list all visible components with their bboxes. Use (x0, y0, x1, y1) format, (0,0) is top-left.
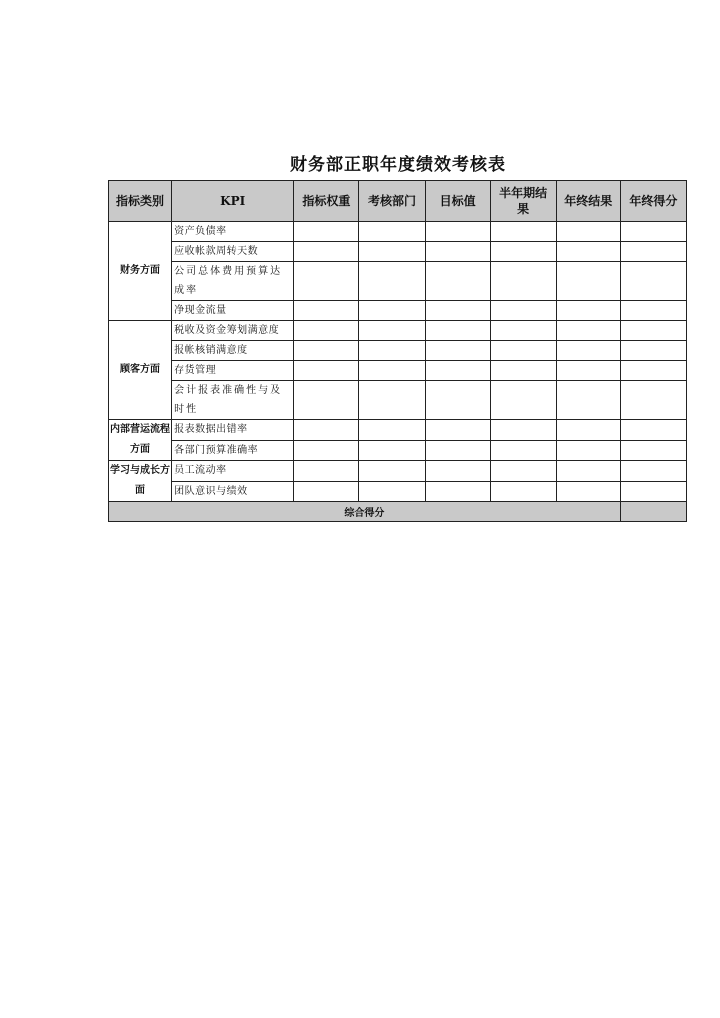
department-cell[interactable] (359, 481, 425, 502)
kpi-cell: 资产负债率 (172, 222, 294, 242)
table-row (109, 301, 687, 321)
target-cell[interactable] (425, 420, 490, 441)
half-year-cell[interactable] (490, 341, 556, 361)
department-cell[interactable] (359, 262, 425, 301)
table-row (109, 222, 687, 242)
department-cell[interactable] (359, 420, 425, 441)
department-cell[interactable] (359, 461, 425, 482)
header-target: 目标值 (425, 181, 490, 222)
score-cell[interactable] (620, 262, 686, 301)
kpi-cell: 应收帐款周转天数 (172, 242, 294, 262)
department-cell[interactable] (359, 361, 425, 381)
weight-cell[interactable] (294, 481, 359, 502)
year-end-cell[interactable] (556, 420, 620, 441)
weight-cell[interactable] (294, 341, 359, 361)
half-year-cell[interactable] (490, 440, 556, 461)
target-cell[interactable] (425, 341, 490, 361)
half-year-cell[interactable] (490, 361, 556, 381)
kpi-cell: 报帐核销满意度 (172, 341, 294, 361)
kpi-cell: 会计报表准确性与及时性 (172, 381, 294, 420)
target-cell[interactable] (425, 222, 490, 242)
weight-cell[interactable] (294, 361, 359, 381)
table-row (109, 341, 687, 361)
department-cell[interactable] (359, 440, 425, 461)
half-year-cell[interactable] (490, 461, 556, 482)
total-score-cell[interactable] (620, 502, 686, 522)
kpi-cell: 公司总体费用预算达成率 (172, 262, 294, 301)
department-cell[interactable] (359, 321, 425, 341)
weight-cell[interactable] (294, 242, 359, 262)
total-row (109, 502, 687, 522)
table-row (109, 481, 687, 502)
kpi-cell: 净现金流量 (172, 301, 294, 321)
document-title: 财务部正职年度绩效考核表 (290, 155, 506, 175)
score-cell[interactable] (620, 461, 686, 482)
target-cell[interactable] (425, 301, 490, 321)
kpi-cell: 员工流动率 (172, 461, 294, 482)
half-year-cell[interactable] (490, 242, 556, 262)
target-cell[interactable] (425, 321, 490, 341)
header-weight: 指标权重 (294, 181, 359, 222)
category-customer: 顾客方面 (109, 321, 172, 420)
weight-cell[interactable] (294, 321, 359, 341)
department-cell[interactable] (359, 242, 425, 262)
half-year-cell[interactable] (490, 301, 556, 321)
header-year-end-result: 年终结果 (556, 181, 620, 222)
year-end-cell[interactable] (556, 440, 620, 461)
half-year-cell[interactable] (490, 222, 556, 242)
weight-cell[interactable] (294, 262, 359, 301)
table-row (109, 361, 687, 381)
header-kpi: KPI (172, 181, 294, 222)
table-row (109, 381, 687, 420)
target-cell[interactable] (425, 361, 490, 381)
year-end-cell[interactable] (556, 321, 620, 341)
department-cell[interactable] (359, 301, 425, 321)
table-row (109, 262, 687, 301)
weight-cell[interactable] (294, 461, 359, 482)
year-end-cell[interactable] (556, 301, 620, 321)
score-cell[interactable] (620, 222, 686, 242)
score-cell[interactable] (620, 361, 686, 381)
year-end-cell[interactable] (556, 341, 620, 361)
year-end-cell[interactable] (556, 222, 620, 242)
weight-cell[interactable] (294, 222, 359, 242)
header-row (109, 181, 687, 222)
kpi-assessment-table (108, 180, 687, 522)
weight-cell[interactable] (294, 440, 359, 461)
year-end-cell[interactable] (556, 461, 620, 482)
target-cell[interactable] (425, 242, 490, 262)
year-end-cell[interactable] (556, 361, 620, 381)
department-cell[interactable] (359, 341, 425, 361)
year-end-cell[interactable] (556, 481, 620, 502)
kpi-cell: 团队意识与绩效 (172, 481, 294, 502)
target-cell[interactable] (425, 461, 490, 482)
weight-cell[interactable] (294, 381, 359, 420)
kpi-cell: 各部门预算准确率 (172, 440, 294, 461)
score-cell[interactable] (620, 321, 686, 341)
table-row (109, 440, 687, 461)
target-cell[interactable] (425, 481, 490, 502)
year-end-cell[interactable] (556, 381, 620, 420)
score-cell[interactable] (620, 481, 686, 502)
department-cell[interactable] (359, 381, 425, 420)
header-department: 考核部门 (359, 181, 425, 222)
half-year-cell[interactable] (490, 420, 556, 441)
department-cell[interactable] (359, 222, 425, 242)
year-end-cell[interactable] (556, 262, 620, 301)
table-row (109, 420, 687, 441)
header-half-year-result: 半年期结果 (490, 181, 556, 222)
header-category: 指标类别 (109, 181, 172, 222)
total-label: 综合得分 (109, 502, 621, 522)
category-internal-process: 内部营运流程方面 (109, 420, 172, 461)
half-year-cell[interactable] (490, 262, 556, 301)
half-year-cell[interactable] (490, 381, 556, 420)
kpi-cell: 存货管理 (172, 361, 294, 381)
half-year-cell[interactable] (490, 481, 556, 502)
weight-cell[interactable] (294, 420, 359, 441)
target-cell[interactable] (425, 440, 490, 461)
score-cell[interactable] (620, 242, 686, 262)
score-cell[interactable] (620, 440, 686, 461)
year-end-cell[interactable] (556, 242, 620, 262)
table-row (109, 242, 687, 262)
score-cell[interactable] (620, 381, 686, 420)
table-row (109, 461, 687, 482)
table-row (109, 321, 687, 341)
weight-cell[interactable] (294, 301, 359, 321)
kpi-cell: 税收及资金筹划满意度 (172, 321, 294, 341)
target-cell[interactable] (425, 262, 490, 301)
half-year-cell[interactable] (490, 321, 556, 341)
score-cell[interactable] (620, 341, 686, 361)
kpi-cell: 报表数据出错率 (172, 420, 294, 441)
category-learning-growth: 学习与成长方面 (109, 461, 172, 502)
score-cell[interactable] (620, 301, 686, 321)
category-finance: 财务方面 (109, 222, 172, 321)
score-cell[interactable] (620, 420, 686, 441)
header-year-end-score: 年终得分 (620, 181, 686, 222)
target-cell[interactable] (425, 381, 490, 420)
